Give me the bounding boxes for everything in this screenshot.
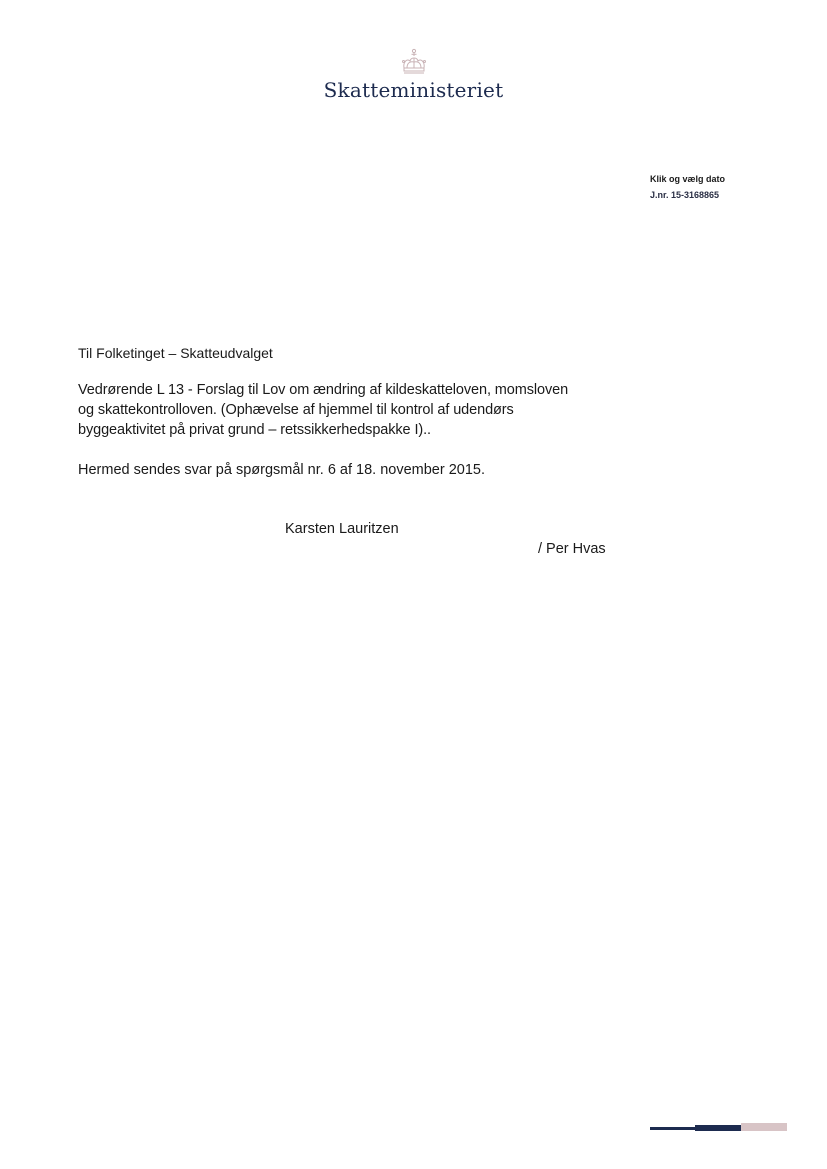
subject-line: Vedrørende L 13 - Forslag til Lov om ændring af kildeskatteloven, momsloven <box>78 382 569 398</box>
footer-bar-thin <box>650 1127 695 1130</box>
footer-bar-dark <box>695 1125 741 1131</box>
signature-minister: Karsten Lauritzen <box>285 521 399 537</box>
subject-line: byggeaktivitet på privat grund – retssikkerhedspakke I).. <box>78 422 431 438</box>
ministry-name: Skatteministeriet <box>323 78 504 102</box>
date-field[interactable]: Klik og vælg dato <box>650 174 726 184</box>
subject-line: og skattekontrolloven. (Ophævelse af hjemmel til kontrol af udendørs <box>78 402 514 418</box>
footer-bar-pink <box>741 1123 787 1131</box>
letter-meta <box>650 171 725 203</box>
ministry-logo <box>0 48 827 102</box>
recipient-line: Til Folketinget – Skatteudvalget <box>78 345 273 361</box>
journal-number: J.nr. 15-3168865 <box>650 190 720 200</box>
signature-official: / Per Hvas <box>538 541 606 557</box>
subject-paragraph <box>78 380 638 440</box>
crown-icon <box>398 48 430 76</box>
body-text: Hermed sendes svar på spørgsmål nr. 6 af 18. november 2015. <box>78 462 486 478</box>
